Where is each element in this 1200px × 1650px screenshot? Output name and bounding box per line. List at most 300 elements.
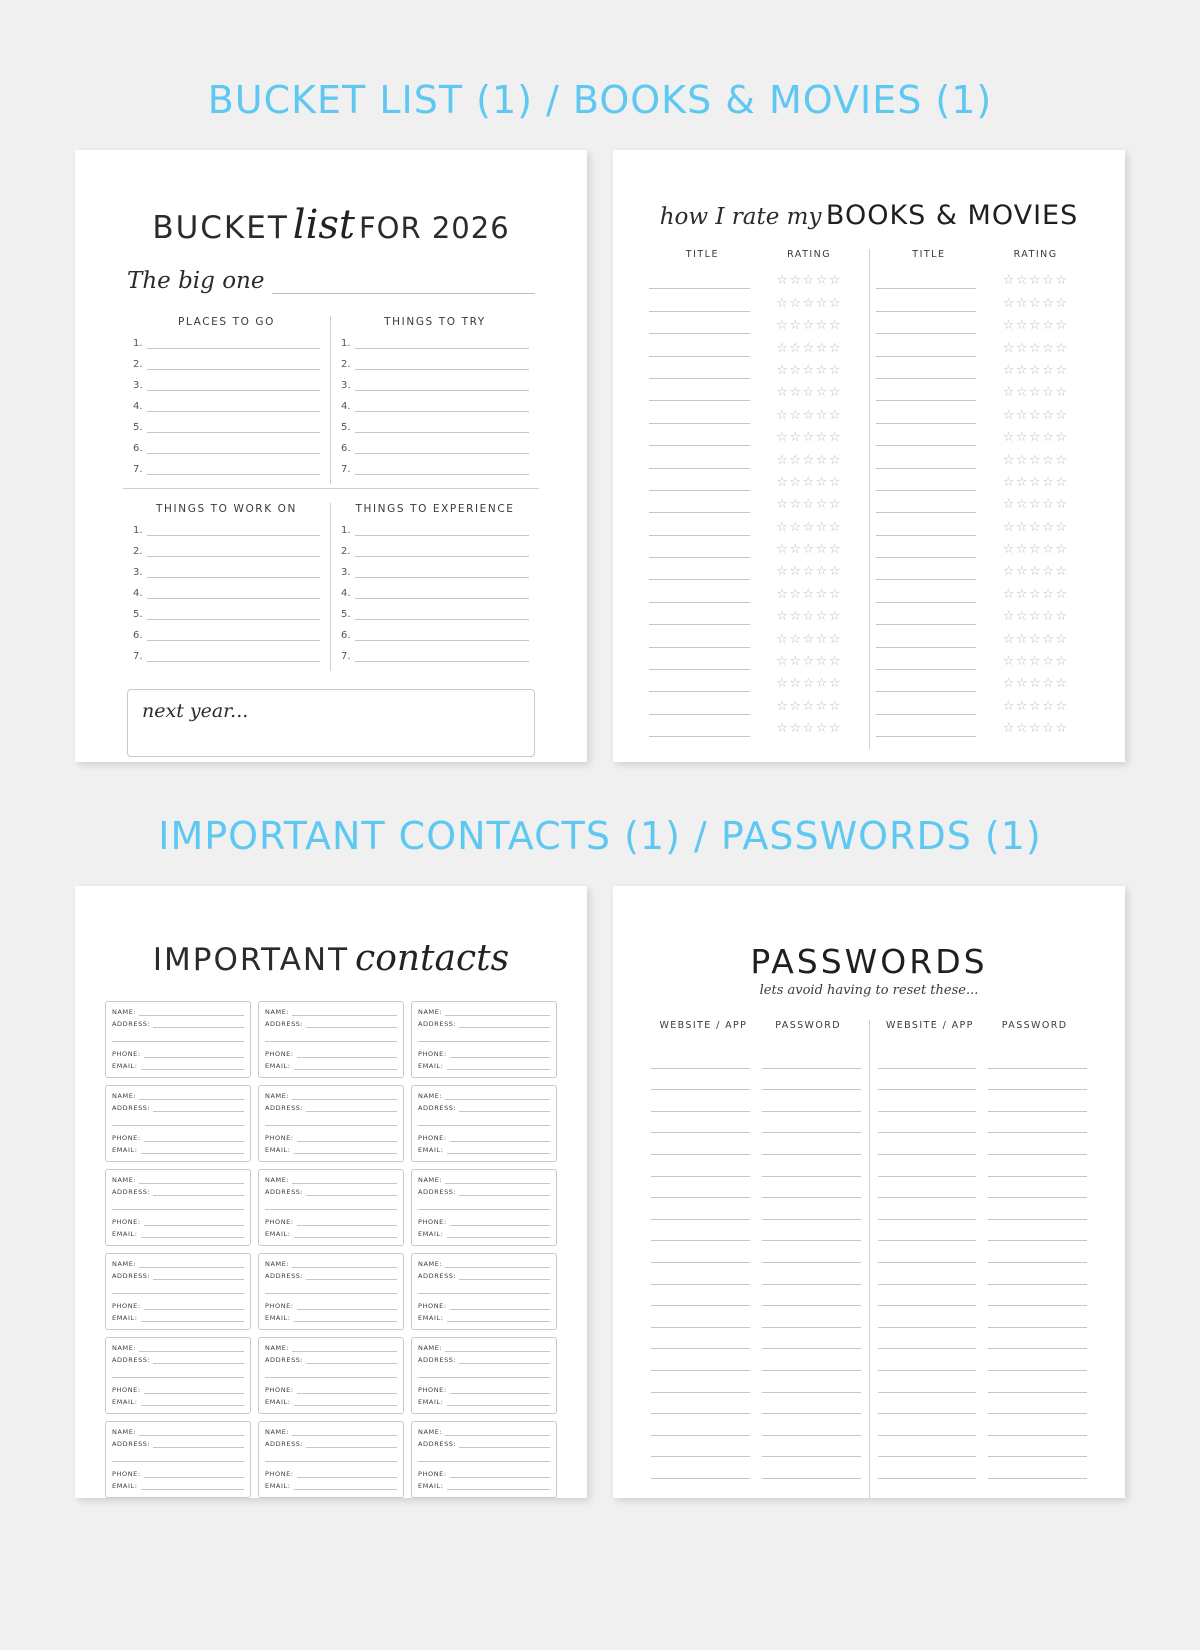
list-item[interactable] <box>341 442 529 454</box>
rating-stars[interactable]: ☆☆☆☆☆ <box>1002 430 1069 446</box>
password-write-line[interactable] <box>762 1483 861 1498</box>
contact-card[interactable] <box>105 1001 251 1078</box>
title-write-line[interactable] <box>649 608 750 625</box>
password-row[interactable] <box>651 1047 861 1069</box>
write-line[interactable] <box>355 608 529 620</box>
books-movies-row[interactable] <box>876 625 1090 647</box>
contact-phone-field[interactable] <box>418 1217 550 1226</box>
field-write-line[interactable] <box>306 1271 397 1280</box>
title-write-line[interactable] <box>876 675 977 692</box>
field-write-line[interactable] <box>297 1385 397 1394</box>
field-write-line[interactable] <box>144 1133 244 1142</box>
field-write-line[interactable] <box>294 1061 398 1070</box>
contact-card[interactable] <box>258 1253 404 1330</box>
books-movies-row[interactable] <box>876 603 1090 625</box>
contact-phone-field[interactable] <box>418 1133 550 1142</box>
write-line[interactable] <box>147 629 320 641</box>
password-write-line[interactable] <box>988 1224 1087 1241</box>
website-write-line[interactable] <box>651 1073 750 1090</box>
website-write-line[interactable] <box>878 1376 977 1393</box>
title-write-line[interactable] <box>876 563 977 580</box>
field-write-line[interactable] <box>306 1355 397 1364</box>
contact-address-field[interactable] <box>112 1103 244 1112</box>
password-row[interactable] <box>651 1306 861 1328</box>
title-write-line[interactable] <box>876 407 977 424</box>
rating-stars[interactable]: ☆☆☆☆☆ <box>1002 340 1069 356</box>
password-row[interactable] <box>651 1393 861 1415</box>
password-row[interactable] <box>878 1479 1088 1498</box>
password-write-line[interactable] <box>988 1095 1087 1112</box>
title-write-line[interactable] <box>649 496 750 513</box>
title-write-line[interactable] <box>876 340 977 357</box>
title-write-line[interactable] <box>649 586 750 603</box>
field-write-line[interactable] <box>292 1343 397 1352</box>
title-write-line[interactable] <box>649 698 750 715</box>
field-write-line[interactable] <box>294 1145 398 1154</box>
password-row[interactable] <box>878 1349 1088 1371</box>
website-write-line[interactable] <box>651 1224 750 1241</box>
books-movies-row[interactable] <box>649 603 863 625</box>
field-write-line[interactable] <box>144 1217 244 1226</box>
field-write-line[interactable] <box>153 1103 244 1112</box>
field-write-line[interactable] <box>447 1313 551 1322</box>
field-write-line[interactable] <box>447 1397 551 1406</box>
contact-card[interactable] <box>411 1337 557 1414</box>
contact-name-field[interactable] <box>112 1259 244 1268</box>
password-write-line[interactable] <box>762 1203 861 1220</box>
contact-address-line2[interactable] <box>112 1031 244 1042</box>
field-write-line[interactable] <box>141 1481 245 1490</box>
list-item[interactable] <box>133 421 320 433</box>
password-row[interactable] <box>651 1155 861 1177</box>
password-write-line[interactable] <box>762 1224 861 1241</box>
website-write-line[interactable] <box>651 1116 750 1133</box>
contact-name-field[interactable] <box>265 1007 397 1016</box>
rating-stars[interactable]: ☆☆☆☆☆ <box>776 542 843 558</box>
password-row[interactable] <box>651 1371 861 1393</box>
field-write-line[interactable] <box>297 1217 397 1226</box>
website-write-line[interactable] <box>651 1419 750 1436</box>
password-write-line[interactable] <box>988 1246 1087 1263</box>
field-write-line[interactable] <box>139 1343 244 1352</box>
list-item[interactable] <box>133 629 320 641</box>
write-line[interactable] <box>147 566 320 578</box>
password-row[interactable] <box>878 1155 1088 1177</box>
field-write-line[interactable] <box>139 1007 244 1016</box>
books-movies-row[interactable] <box>649 536 863 558</box>
password-row[interactable] <box>651 1263 861 1285</box>
contact-card[interactable] <box>105 1253 251 1330</box>
website-write-line[interactable] <box>878 1419 977 1436</box>
field-write-line[interactable] <box>445 1175 550 1184</box>
field-write-line[interactable] <box>141 1061 245 1070</box>
contact-phone-field[interactable] <box>112 1469 244 1478</box>
title-write-line[interactable] <box>876 362 977 379</box>
contact-card[interactable] <box>411 1421 557 1498</box>
write-line[interactable] <box>355 358 529 370</box>
write-line[interactable] <box>147 379 320 391</box>
rating-stars[interactable]: ☆☆☆☆☆ <box>1002 586 1069 602</box>
title-write-line[interactable] <box>876 295 977 312</box>
contact-card[interactable] <box>105 1169 251 1246</box>
title-write-line[interactable] <box>876 496 977 513</box>
books-movies-row[interactable] <box>649 312 863 334</box>
contact-address-field[interactable] <box>418 1271 550 1280</box>
password-write-line[interactable] <box>762 1440 861 1457</box>
write-line[interactable] <box>355 524 529 536</box>
title-write-line[interactable] <box>649 675 750 692</box>
field-write-line[interactable] <box>141 1229 245 1238</box>
books-movies-row[interactable] <box>649 692 863 714</box>
contact-phone-field[interactable] <box>265 1217 397 1226</box>
rating-stars[interactable]: ☆☆☆☆☆ <box>776 362 843 378</box>
website-write-line[interactable] <box>878 1462 977 1479</box>
field-write-line[interactable] <box>450 1469 550 1478</box>
password-write-line[interactable] <box>762 1376 861 1393</box>
contact-address-line2[interactable] <box>418 1199 550 1210</box>
field-write-line[interactable] <box>292 1175 397 1184</box>
books-movies-row[interactable] <box>649 379 863 401</box>
rating-stars[interactable]: ☆☆☆☆☆ <box>1002 497 1069 513</box>
field-write-line[interactable] <box>292 1259 397 1268</box>
password-write-line[interactable] <box>988 1376 1087 1393</box>
books-movies-row[interactable] <box>876 379 1090 401</box>
contact-name-field[interactable] <box>265 1175 397 1184</box>
password-row[interactable] <box>878 1177 1088 1199</box>
website-write-line[interactable] <box>878 1224 977 1241</box>
field-write-line[interactable] <box>450 1133 550 1142</box>
field-write-line[interactable] <box>294 1481 398 1490</box>
write-line[interactable] <box>147 608 320 620</box>
contact-email-field[interactable] <box>112 1145 244 1154</box>
contact-card[interactable] <box>105 1337 251 1414</box>
write-line[interactable] <box>355 463 529 475</box>
list-item[interactable] <box>133 337 320 349</box>
field-write-line[interactable] <box>297 1469 397 1478</box>
website-write-line[interactable] <box>878 1181 977 1198</box>
list-item[interactable] <box>133 566 320 578</box>
field-write-line[interactable] <box>445 1007 550 1016</box>
password-row[interactable] <box>651 1436 861 1458</box>
password-write-line[interactable] <box>762 1462 861 1479</box>
title-write-line[interactable] <box>649 362 750 379</box>
contact-phone-field[interactable] <box>418 1301 550 1310</box>
rating-stars[interactable]: ☆☆☆☆☆ <box>1002 721 1069 737</box>
title-write-line[interactable] <box>649 563 750 580</box>
contact-address-line2[interactable] <box>418 1031 550 1042</box>
contact-card[interactable] <box>258 1421 404 1498</box>
books-movies-row[interactable] <box>649 401 863 423</box>
website-write-line[interactable] <box>878 1246 977 1263</box>
field-write-line[interactable] <box>292 1091 397 1100</box>
password-write-line[interactable] <box>762 1268 861 1285</box>
title-write-line[interactable] <box>649 429 750 446</box>
field-write-line[interactable] <box>306 1103 397 1112</box>
website-write-line[interactable] <box>651 1052 750 1069</box>
field-write-line[interactable] <box>450 1301 550 1310</box>
password-row[interactable] <box>878 1090 1088 1112</box>
contact-address-line2[interactable] <box>265 1283 397 1294</box>
contact-address-field[interactable] <box>112 1187 244 1196</box>
website-write-line[interactable] <box>878 1354 977 1371</box>
title-write-line[interactable] <box>876 586 977 603</box>
website-write-line[interactable] <box>651 1440 750 1457</box>
books-movies-row[interactable] <box>649 625 863 647</box>
contact-address-line2[interactable] <box>265 1199 397 1210</box>
password-row[interactable] <box>878 1112 1088 1134</box>
books-movies-row[interactable] <box>649 648 863 670</box>
contact-address-field[interactable] <box>418 1019 550 1028</box>
contact-name-field[interactable] <box>112 1007 244 1016</box>
field-write-line[interactable] <box>297 1301 397 1310</box>
rating-stars[interactable]: ☆☆☆☆☆ <box>1002 609 1069 625</box>
website-write-line[interactable] <box>878 1052 977 1069</box>
list-item[interactable] <box>133 650 320 662</box>
contact-name-field[interactable] <box>418 1427 550 1436</box>
rating-stars[interactable]: ☆☆☆☆☆ <box>1002 542 1069 558</box>
write-line[interactable] <box>355 337 529 349</box>
password-row[interactable] <box>651 1090 861 1112</box>
books-movies-row[interactable] <box>876 267 1090 289</box>
books-movies-row[interactable] <box>876 692 1090 714</box>
password-write-line[interactable] <box>762 1138 861 1155</box>
field-write-line[interactable] <box>144 1301 244 1310</box>
field-write-line[interactable] <box>306 1187 397 1196</box>
rating-stars[interactable]: ☆☆☆☆☆ <box>776 631 843 647</box>
books-movies-row[interactable] <box>649 357 863 379</box>
field-write-line[interactable] <box>294 1397 398 1406</box>
rating-stars[interactable]: ☆☆☆☆☆ <box>1002 273 1069 289</box>
contact-name-field[interactable] <box>265 1091 397 1100</box>
field-write-line[interactable] <box>459 1187 550 1196</box>
website-write-line[interactable] <box>651 1138 750 1155</box>
field-write-line[interactable] <box>141 1145 245 1154</box>
website-write-line[interactable] <box>878 1095 977 1112</box>
password-row[interactable] <box>651 1349 861 1371</box>
write-line[interactable] <box>355 650 529 662</box>
list-item[interactable] <box>341 650 529 662</box>
field-write-line[interactable] <box>294 1313 398 1322</box>
write-line[interactable] <box>147 587 320 599</box>
password-row[interactable] <box>878 1414 1088 1436</box>
title-write-line[interactable] <box>876 698 977 715</box>
contact-phone-field[interactable] <box>265 1385 397 1394</box>
password-row[interactable] <box>878 1457 1088 1479</box>
website-write-line[interactable] <box>651 1483 750 1498</box>
rating-stars[interactable]: ☆☆☆☆☆ <box>1002 407 1069 423</box>
big-one-writeline[interactable] <box>272 274 535 294</box>
rating-stars[interactable]: ☆☆☆☆☆ <box>776 698 843 714</box>
password-write-line[interactable] <box>988 1203 1087 1220</box>
title-write-line[interactable] <box>876 317 977 334</box>
website-write-line[interactable] <box>651 1268 750 1285</box>
write-line[interactable] <box>355 442 529 454</box>
rating-stars[interactable]: ☆☆☆☆☆ <box>776 474 843 490</box>
contact-email-field[interactable] <box>418 1061 550 1070</box>
books-movies-row[interactable] <box>649 580 863 602</box>
field-write-line[interactable] <box>450 1217 550 1226</box>
password-write-line[interactable] <box>762 1116 861 1133</box>
contact-email-field[interactable] <box>418 1481 550 1490</box>
rating-stars[interactable]: ☆☆☆☆☆ <box>776 586 843 602</box>
books-movies-row[interactable] <box>876 580 1090 602</box>
contact-name-field[interactable] <box>112 1427 244 1436</box>
title-write-line[interactable] <box>649 272 750 289</box>
title-write-line[interactable] <box>876 429 977 446</box>
list-item[interactable] <box>341 400 529 412</box>
list-item[interactable] <box>341 379 529 391</box>
contact-address-field[interactable] <box>112 1019 244 1028</box>
password-write-line[interactable] <box>988 1354 1087 1371</box>
password-write-line[interactable] <box>988 1116 1087 1133</box>
password-write-line[interactable] <box>988 1160 1087 1177</box>
contact-phone-field[interactable] <box>265 1301 397 1310</box>
write-line[interactable] <box>355 400 529 412</box>
password-row[interactable] <box>878 1371 1088 1393</box>
list-item[interactable] <box>133 379 320 391</box>
list-item[interactable] <box>341 608 529 620</box>
books-movies-row[interactable] <box>876 334 1090 356</box>
contact-phone-field[interactable] <box>112 1301 244 1310</box>
website-write-line[interactable] <box>878 1289 977 1306</box>
contact-address-field[interactable] <box>265 1355 397 1364</box>
title-write-line[interactable] <box>649 407 750 424</box>
contact-email-field[interactable] <box>265 1397 397 1406</box>
contact-address-line2[interactable] <box>265 1367 397 1378</box>
list-item[interactable] <box>133 358 320 370</box>
password-row[interactable] <box>878 1047 1088 1069</box>
field-write-line[interactable] <box>292 1007 397 1016</box>
field-write-line[interactable] <box>153 1439 244 1448</box>
field-write-line[interactable] <box>445 1259 550 1268</box>
password-row[interactable] <box>878 1220 1088 1242</box>
field-write-line[interactable] <box>450 1385 550 1394</box>
website-write-line[interactable] <box>878 1138 977 1155</box>
books-movies-row[interactable] <box>876 446 1090 468</box>
contact-card[interactable] <box>258 1085 404 1162</box>
password-row[interactable] <box>878 1263 1088 1285</box>
books-movies-row[interactable] <box>876 558 1090 580</box>
field-write-line[interactable] <box>459 1439 550 1448</box>
password-row[interactable] <box>651 1133 861 1155</box>
books-movies-row[interactable] <box>649 334 863 356</box>
field-write-line[interactable] <box>459 1271 550 1280</box>
contact-address-field[interactable] <box>112 1271 244 1280</box>
field-write-line[interactable] <box>306 1439 397 1448</box>
contact-email-field[interactable] <box>112 1229 244 1238</box>
list-item[interactable] <box>341 463 529 475</box>
list-item[interactable] <box>341 337 529 349</box>
write-line[interactable] <box>147 463 320 475</box>
website-write-line[interactable] <box>651 1397 750 1414</box>
rating-stars[interactable]: ☆☆☆☆☆ <box>776 721 843 737</box>
website-write-line[interactable] <box>651 1095 750 1112</box>
contact-phone-field[interactable] <box>418 1469 550 1478</box>
field-write-line[interactable] <box>139 1259 244 1268</box>
website-write-line[interactable] <box>651 1160 750 1177</box>
title-write-line[interactable] <box>649 295 750 312</box>
list-item[interactable] <box>133 587 320 599</box>
books-movies-row[interactable] <box>649 446 863 468</box>
contact-name-field[interactable] <box>265 1259 397 1268</box>
contact-address-line2[interactable] <box>265 1451 397 1462</box>
title-write-line[interactable] <box>876 653 977 670</box>
books-movies-row[interactable] <box>649 558 863 580</box>
contact-name-field[interactable] <box>418 1007 550 1016</box>
password-write-line[interactable] <box>988 1440 1087 1457</box>
contact-card[interactable] <box>411 1169 557 1246</box>
field-write-line[interactable] <box>144 1049 244 1058</box>
password-row[interactable] <box>878 1198 1088 1220</box>
books-movies-row[interactable] <box>649 267 863 289</box>
list-item[interactable] <box>133 400 320 412</box>
password-row[interactable] <box>878 1306 1088 1328</box>
website-write-line[interactable] <box>878 1311 977 1328</box>
contact-address-line2[interactable] <box>418 1367 550 1378</box>
password-write-line[interactable] <box>762 1181 861 1198</box>
field-write-line[interactable] <box>153 1187 244 1196</box>
password-write-line[interactable] <box>988 1138 1087 1155</box>
rating-stars[interactable]: ☆☆☆☆☆ <box>1002 698 1069 714</box>
list-item[interactable] <box>341 566 529 578</box>
field-write-line[interactable] <box>445 1091 550 1100</box>
contact-card[interactable] <box>105 1085 251 1162</box>
password-write-line[interactable] <box>988 1052 1087 1069</box>
books-movies-sheet[interactable] <box>613 150 1125 762</box>
books-movies-row[interactable] <box>876 715 1090 737</box>
contact-address-field[interactable] <box>112 1439 244 1448</box>
contact-address-field[interactable] <box>265 1187 397 1196</box>
contact-name-field[interactable] <box>418 1259 550 1268</box>
website-write-line[interactable] <box>878 1160 977 1177</box>
website-write-line[interactable] <box>878 1116 977 1133</box>
title-write-line[interactable] <box>876 384 977 401</box>
password-row[interactable] <box>878 1241 1088 1263</box>
title-write-line[interactable] <box>649 317 750 334</box>
contact-email-field[interactable] <box>265 1313 397 1322</box>
password-write-line[interactable] <box>988 1073 1087 1090</box>
rating-stars[interactable]: ☆☆☆☆☆ <box>776 564 843 580</box>
contact-name-field[interactable] <box>418 1175 550 1184</box>
contact-card[interactable] <box>411 1085 557 1162</box>
books-movies-row[interactable] <box>876 401 1090 423</box>
password-write-line[interactable] <box>762 1419 861 1436</box>
contact-email-field[interactable] <box>112 1481 244 1490</box>
books-movies-row[interactable] <box>876 536 1090 558</box>
website-write-line[interactable] <box>878 1268 977 1285</box>
contact-address-field[interactable] <box>418 1439 550 1448</box>
write-line[interactable] <box>147 524 320 536</box>
field-write-line[interactable] <box>153 1271 244 1280</box>
contact-phone-field[interactable] <box>265 1133 397 1142</box>
password-row[interactable] <box>651 1479 861 1498</box>
title-write-line[interactable] <box>876 272 977 289</box>
field-write-line[interactable] <box>447 1229 551 1238</box>
contact-name-field[interactable] <box>418 1091 550 1100</box>
website-write-line[interactable] <box>651 1181 750 1198</box>
books-movies-row[interactable] <box>876 469 1090 491</box>
list-item[interactable] <box>133 524 320 536</box>
field-write-line[interactable] <box>153 1355 244 1364</box>
contact-address-field[interactable] <box>418 1187 550 1196</box>
contact-address-field[interactable] <box>112 1355 244 1364</box>
field-write-line[interactable] <box>459 1019 550 1028</box>
website-write-line[interactable] <box>878 1397 977 1414</box>
contact-email-field[interactable] <box>265 1229 397 1238</box>
contact-address-line2[interactable] <box>112 1283 244 1294</box>
title-write-line[interactable] <box>649 720 750 737</box>
password-row[interactable] <box>651 1328 861 1350</box>
